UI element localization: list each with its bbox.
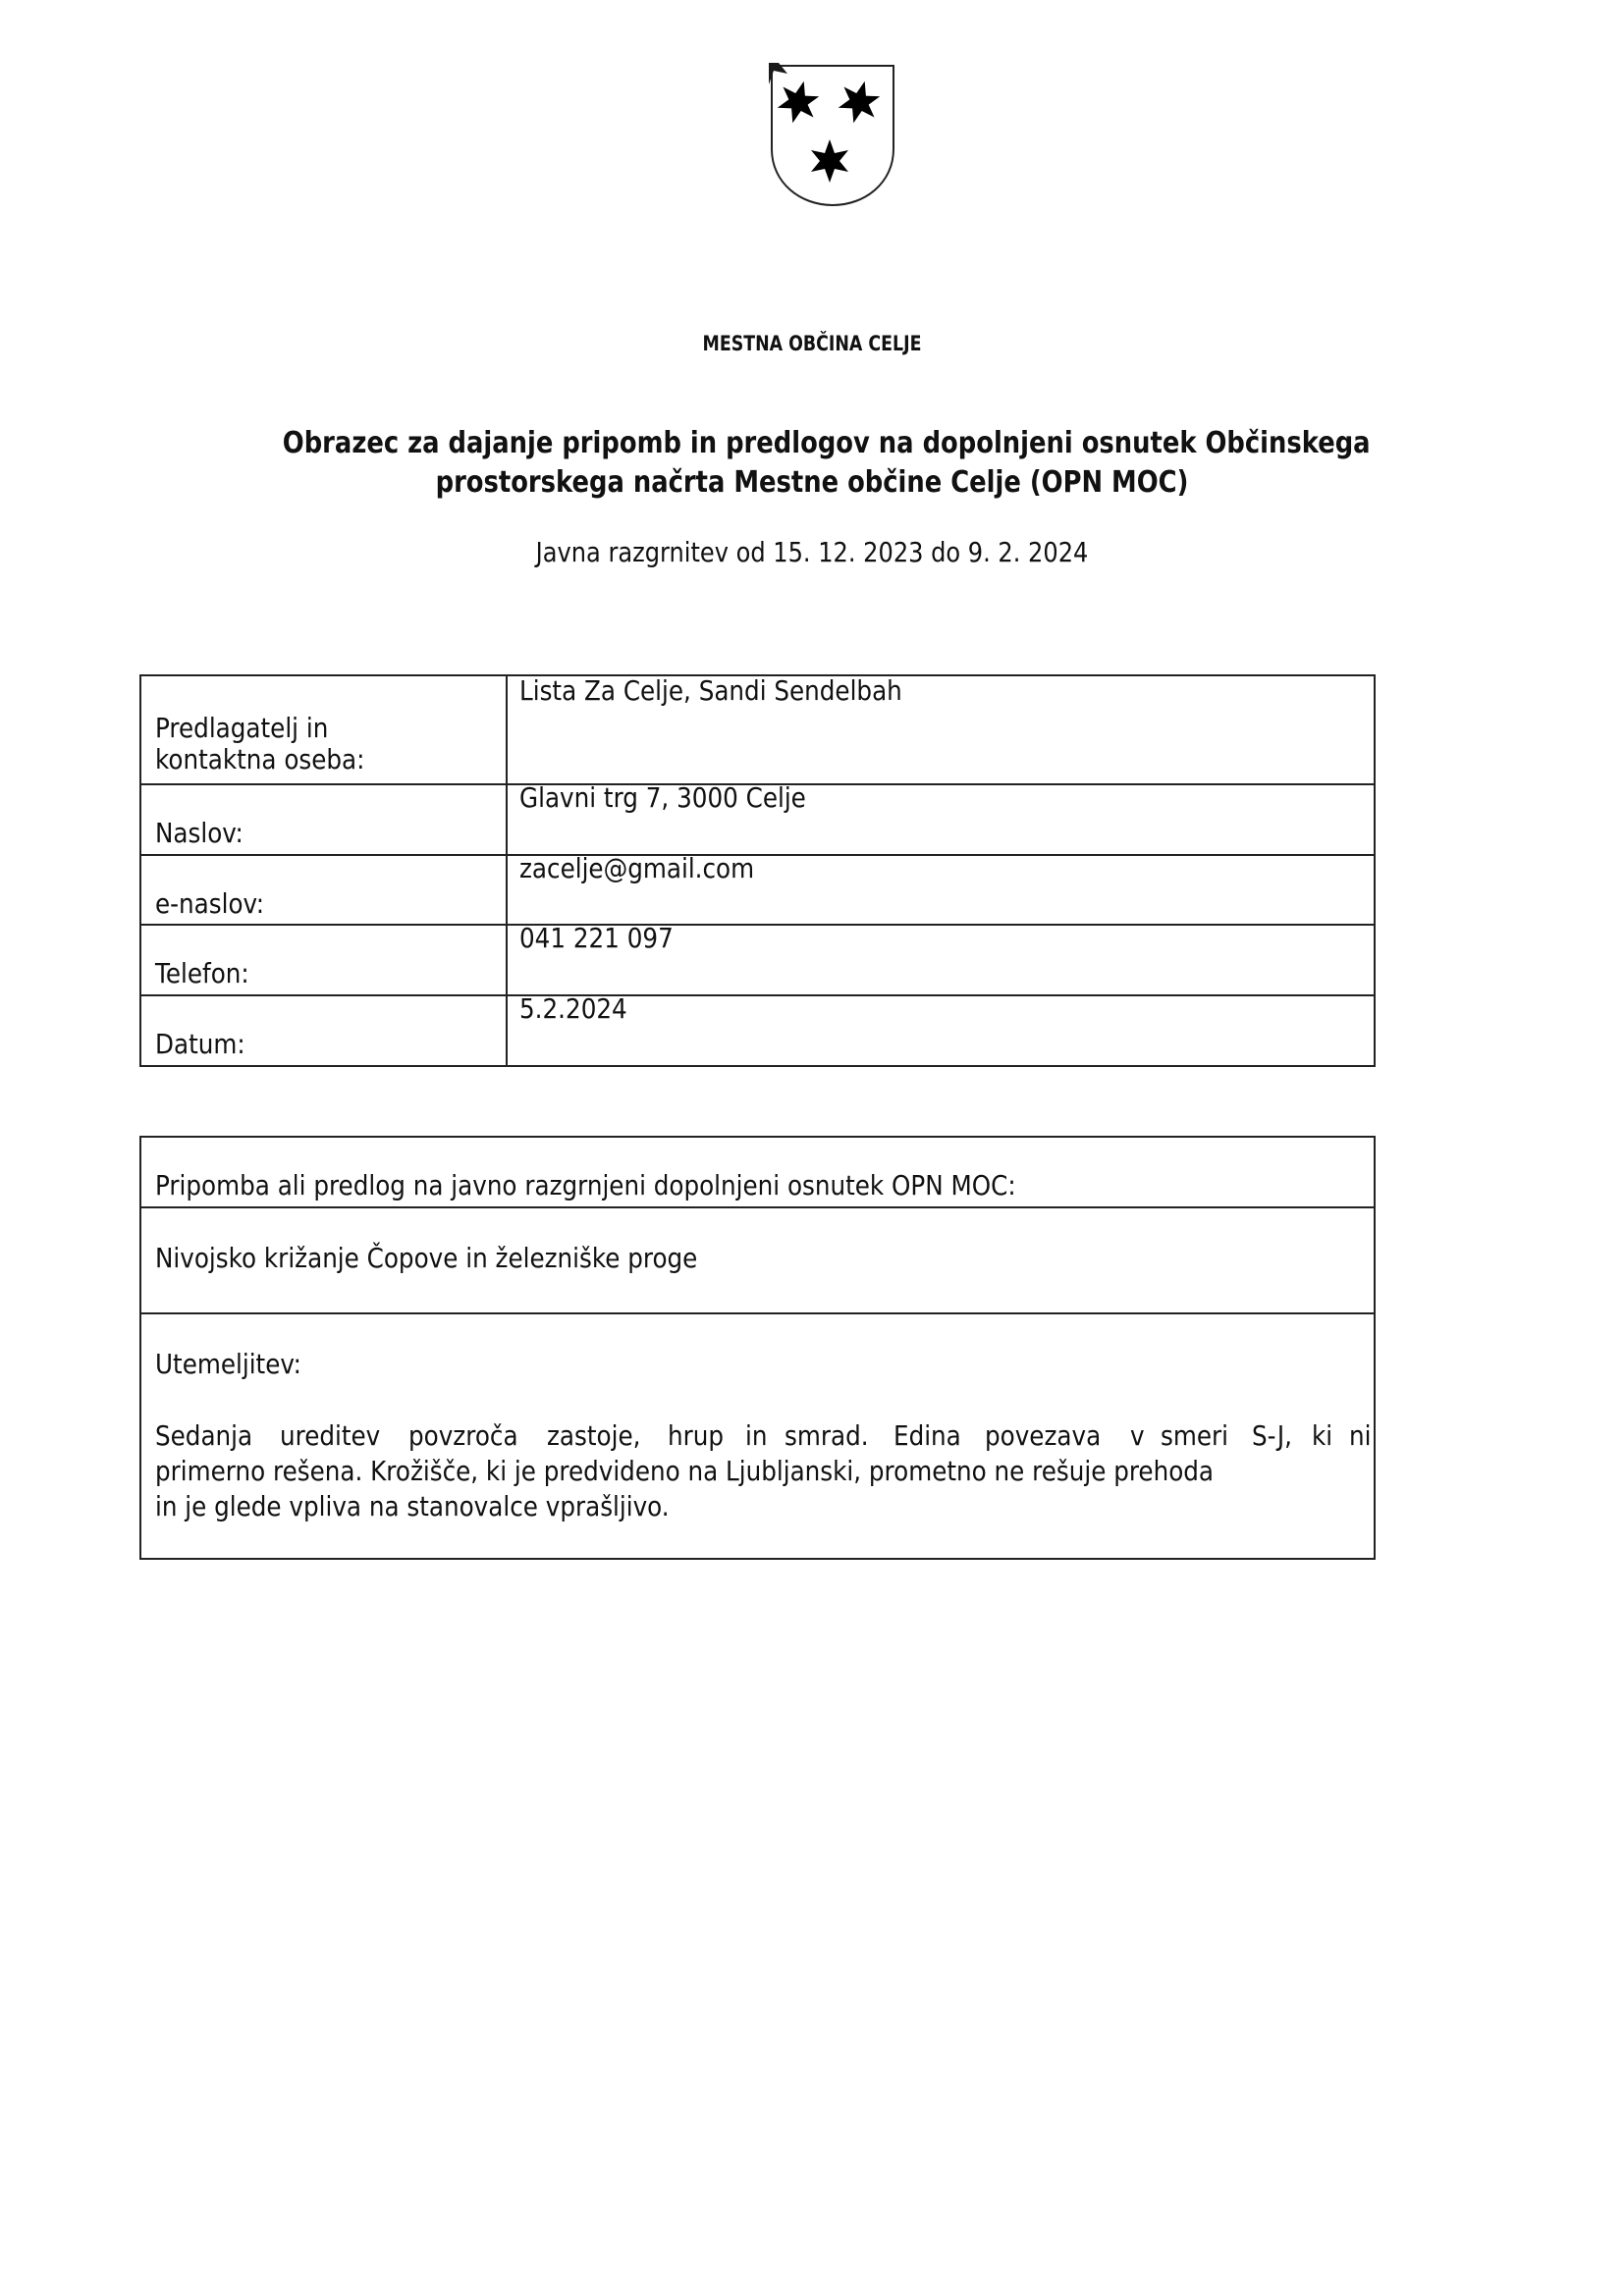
- justification-line: [155, 1418, 1375, 1454]
- field-value: Glavni trg 7, 3000 Celje: [519, 781, 806, 814]
- justification-text: [155, 1418, 1373, 1524]
- organization-name: MESTNA OBČINA CELJE: [702, 332, 922, 355]
- justification-line: primerno rešena. Krožišče, ki je predvideno na Ljubljanski, prometno ne rešuje prehoda: [155, 1455, 1215, 1487]
- comment-heading: Pripomba ali predlog na javno razgrnjeni dopolnjeni osnutek OPN MOC:: [155, 1169, 1016, 1201]
- field-label: kontaktna oseba:: [155, 743, 365, 775]
- field-value: 5.2.2024: [519, 992, 627, 1025]
- comment-heading-row: [141, 1138, 1374, 1206]
- document-title: [196, 424, 1428, 503]
- field-label: Predlagatelj in: [155, 712, 329, 744]
- title-line: prostorskega načrta Mestne občine Celje (OPN MOC): [435, 465, 1189, 500]
- word: smrad.: [784, 1419, 869, 1452]
- word: Edina: [893, 1419, 961, 1452]
- word: in: [744, 1419, 768, 1452]
- justification-row: [141, 1312, 1374, 1560]
- word: Sedanja: [155, 1419, 253, 1452]
- table-row-address: [141, 783, 1374, 854]
- word: hrup: [667, 1419, 724, 1452]
- contact-table: [139, 674, 1376, 1067]
- field-value: zacelje@gmail.com: [519, 852, 755, 884]
- word: ki: [1311, 1419, 1333, 1452]
- field-value: Lista Za Celje, Sandi Sendelbah: [519, 674, 902, 707]
- table-row-date: [141, 994, 1374, 1067]
- word: ureditev: [279, 1419, 381, 1452]
- comment-table: [139, 1136, 1376, 1560]
- field-label: Datum:: [155, 1028, 245, 1060]
- table-row-proposer: [141, 676, 1374, 783]
- field-label: Naslov:: [155, 817, 244, 849]
- title-line: Obrazec za dajanje pripomb in predlogov na dopolnjeni osnutek Občinskega: [282, 426, 1371, 460]
- table-row-email: [141, 854, 1374, 925]
- justification-line: in je glede vpliva na stanovalce vprašljivo.: [155, 1490, 670, 1522]
- table-row-phone: [141, 924, 1374, 994]
- field-label: e-naslov:: [155, 887, 265, 920]
- coat-of-arms-logo: [769, 63, 896, 208]
- word: zastoje,: [546, 1419, 641, 1452]
- word: S-J,: [1251, 1419, 1292, 1452]
- justification-label: Utemeljitev:: [155, 1348, 301, 1380]
- word: v: [1130, 1419, 1145, 1452]
- field-value: 041 221 097: [519, 922, 674, 954]
- word: povzroča: [407, 1419, 518, 1452]
- field-label: Telefon:: [155, 957, 249, 989]
- proposal-row: [141, 1206, 1374, 1312]
- word: smeri: [1161, 1419, 1229, 1452]
- word: ni: [1349, 1419, 1372, 1452]
- word: povezava: [984, 1419, 1101, 1452]
- display-period: Javna razgrnitev od 15. 12. 2023 do 9. 2. 2024: [535, 536, 1089, 568]
- proposal-text: Nivojsko križanje Čopove in železniške proge: [155, 1242, 698, 1274]
